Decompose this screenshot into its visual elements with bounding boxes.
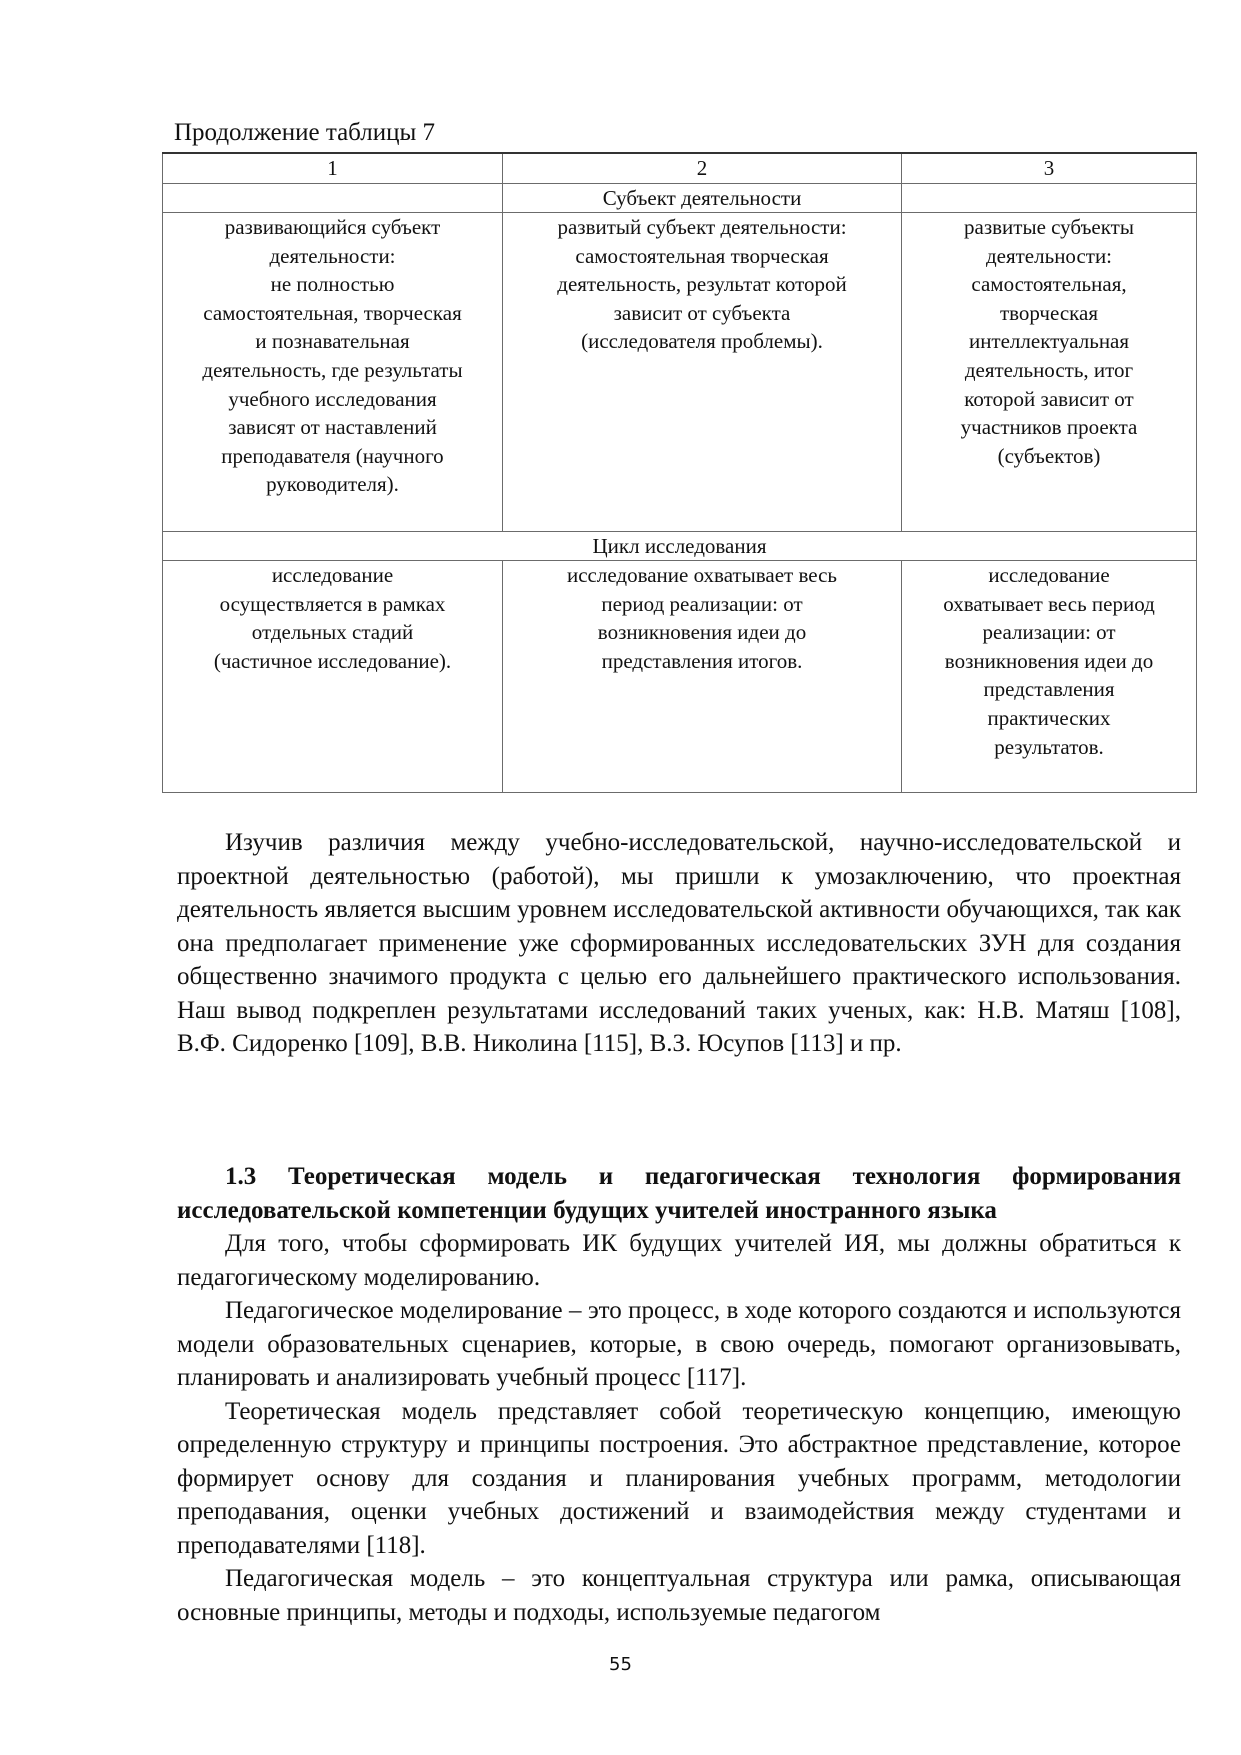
paragraph-conclusion: Изучив различия между учебно-исследовательской, научно-исследовательской и проектной деятельностью (работой), мы пришли к умозаключению, что проектная деятельность является высшим уровнем исследовательской активности обучающихся, так как она предполагает применение уже сформированных исследовательских ЗУН для создания общественно значимого продукта с целью его дальнейшего практического использования. Наш вывод подкреплен результатами исследований таких ученых, как: Н.В. Матяш [108], В.Ф. Сидоренко [109], В.В. Николина [115], В.З. Юсупов [113] и пр. xyxy=(177,829,1181,1057)
cell-line: (исследователя проблемы). xyxy=(581,329,823,354)
table-caption: Продолжение таблицы 7 xyxy=(174,119,436,146)
table-7-continuation xyxy=(162,152,1197,793)
cell-line: развитые субъекты xyxy=(964,215,1134,239)
table-cell xyxy=(902,561,1197,793)
cell-line: практических xyxy=(987,705,1111,730)
cell-line: участников проекта xyxy=(960,415,1138,440)
cell-line: зависит от субъекта xyxy=(613,300,791,325)
cell-line: исследование охватывает весь xyxy=(566,563,838,587)
section-title-cycle: Цикл исследования xyxy=(163,532,1197,561)
section-heading: 1.3 Теоретическая модель и педагогическая технология формирования исследовательской компетенции будущих учителей иностранного языка xyxy=(177,1163,1181,1224)
section-row-cycle xyxy=(163,532,1197,561)
table-cell xyxy=(163,213,503,532)
cell-line: развивающийся субъект xyxy=(224,215,441,239)
cell-line: реализации: от xyxy=(982,620,1116,645)
cell-line: интеллектуальная xyxy=(968,329,1130,354)
cell-line: представления xyxy=(983,677,1115,702)
cell-line: самостоятельная, творческая xyxy=(203,300,462,325)
cell-line: творческая xyxy=(999,300,1099,325)
cell-line: осуществляется в рамках xyxy=(219,591,446,616)
cell-line: исследование xyxy=(271,563,394,587)
table-cell xyxy=(902,213,1197,532)
table-row xyxy=(163,213,1197,532)
cell-line: учебного исследования xyxy=(228,386,437,411)
paragraph-theoretical-model: Теоретическая модель представляет собой теоретическую концепцию, имеющую определенную структуру и принципы построения. Это абстрактное представление, которое формирует основу для создания и планирования учебных программ, методологии преподавания, оценки учебных достижений и взаимодействия между студентами и преподавателями [118]. xyxy=(177,1397,1181,1559)
cell-line: представления итогов. xyxy=(601,648,803,673)
column-number-row xyxy=(163,153,1197,184)
page-number: 55 xyxy=(609,1654,632,1675)
cell-line: деятельности: xyxy=(985,243,1113,268)
cell-line: возникновения идеи до xyxy=(597,620,807,645)
table-cell xyxy=(163,561,503,793)
column-number-1: 1 xyxy=(163,153,503,184)
empty-cell xyxy=(902,184,1197,213)
cell-line: деятельность, итог xyxy=(964,357,1134,382)
empty-cell xyxy=(163,184,503,213)
cell-line: деятельность, где результаты xyxy=(202,357,463,382)
cell-line: и познавательная xyxy=(255,329,410,354)
table-row xyxy=(163,561,1197,793)
table-cell xyxy=(503,561,902,793)
cell-line: самостоятельная творческая xyxy=(575,243,829,268)
column-number-2: 2 xyxy=(503,153,902,184)
paragraph-pedagogical-modeling: Педагогическое моделирование – это процесс, в ходе которого создаются и используются модели образовательных сценариев, которые, в свою очередь, помогают организовывать, планировать и анализировать учебный процесс [117]. xyxy=(177,1297,1181,1391)
column-number-3: 3 xyxy=(902,153,1197,184)
cell-line: руководителя). xyxy=(266,472,399,497)
conclusion-block xyxy=(177,826,1181,1061)
cell-line: отдельных стадий xyxy=(251,620,414,645)
cell-line: результатов. xyxy=(994,734,1104,759)
cell-line: охватывает весь период xyxy=(943,591,1155,616)
section-row-subject xyxy=(163,184,1197,213)
cell-line: период реализации: от xyxy=(601,591,803,616)
section-title-subject: Субъект деятельности xyxy=(503,184,902,213)
cell-line: которой зависит от xyxy=(964,386,1134,411)
cell-line: (субъектов) xyxy=(997,443,1101,468)
paragraph-pedagogical-model: Педагогическая модель – это концептуальная структура или рамка, описывающая основные принципы, методы и подходы, используемые педагогом xyxy=(177,1565,1181,1626)
cell-line: (частичное исследование). xyxy=(213,648,452,673)
section-body xyxy=(177,1227,1181,1629)
cell-line: развитый субъект деятельности: xyxy=(557,215,847,239)
cell-line: не полностью xyxy=(270,272,395,297)
cell-line: деятельности: xyxy=(269,243,396,268)
cell-line: исследование xyxy=(988,563,1110,587)
cell-line: зависят от наставлений xyxy=(228,415,437,440)
cell-line: возникновения идеи до xyxy=(944,648,1154,673)
table-cell xyxy=(503,213,902,532)
cell-line: преподавателя (научного xyxy=(221,443,444,468)
paragraph-intro: Для того, чтобы сформировать ИК будущих учителей ИЯ, мы должны обратиться к педагогическому моделированию. xyxy=(177,1230,1181,1291)
cell-line: самостоятельная, xyxy=(971,272,1127,297)
cell-line: деятельность, результат которой xyxy=(557,272,847,297)
